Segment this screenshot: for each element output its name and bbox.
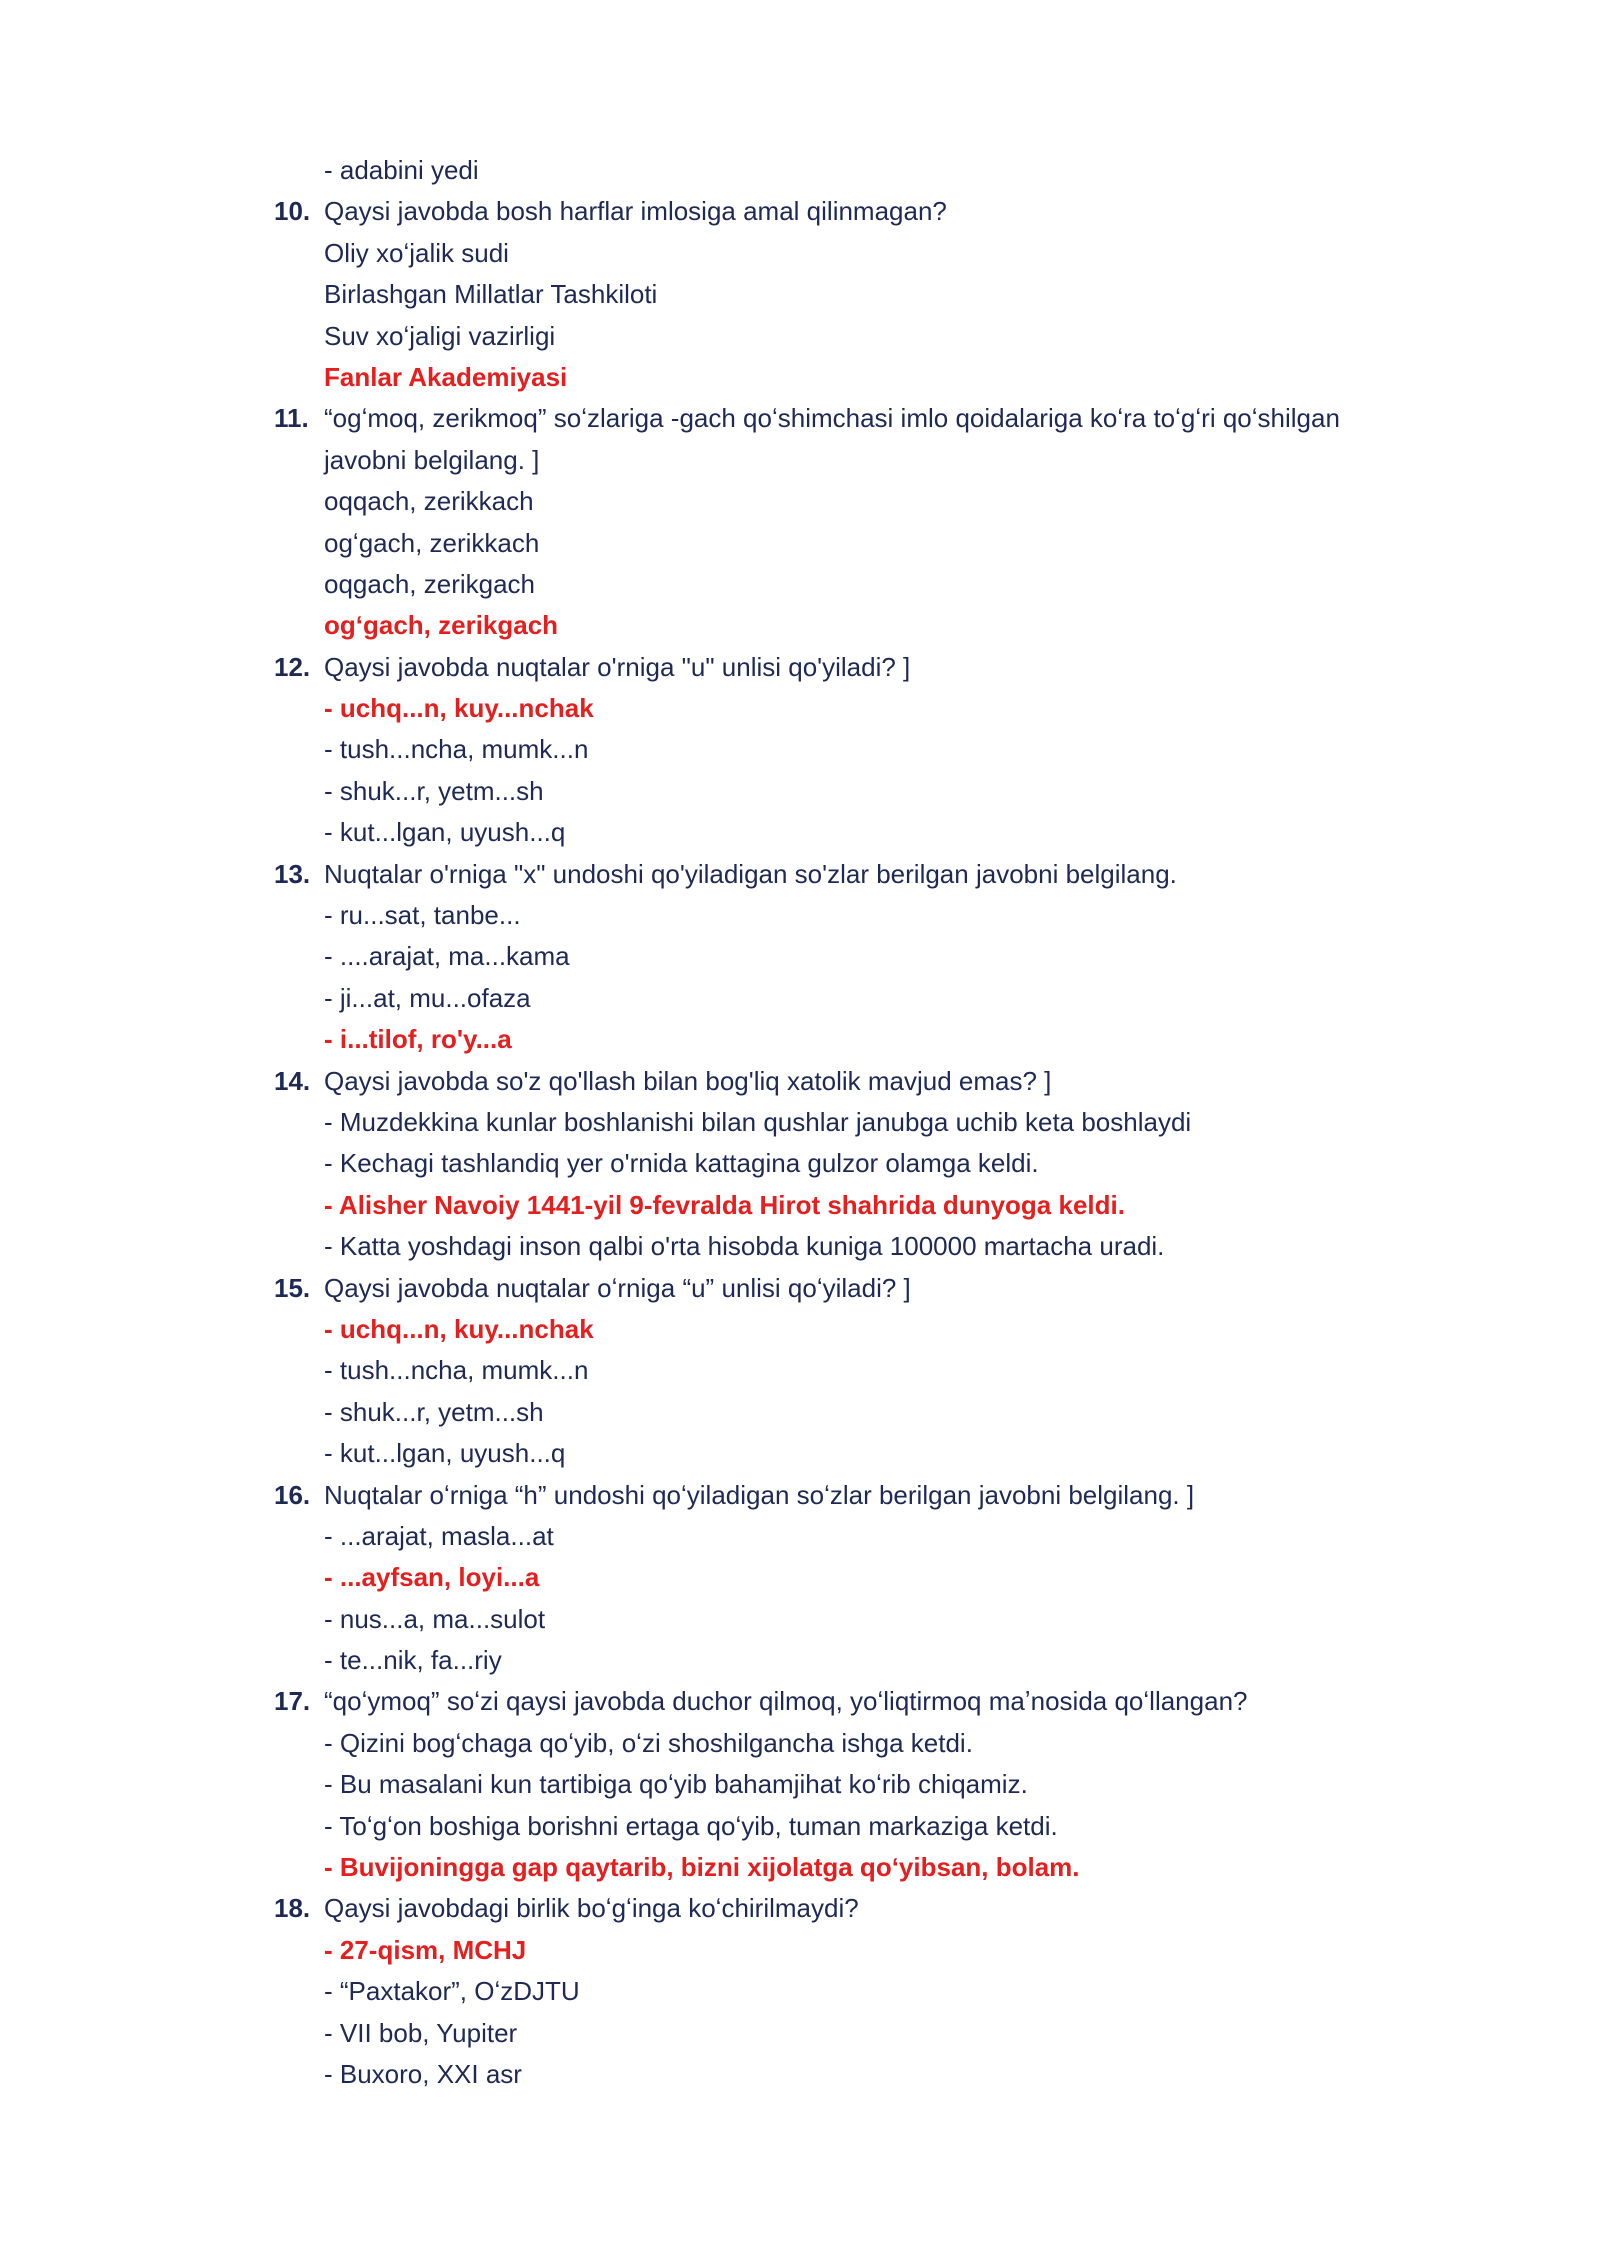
answer-text: - Toʻgʻon boshiga borishni ertaga qoʻyib, tuman markaziga ketdi. <box>324 1810 1058 1841</box>
question-line <box>274 854 1534 895</box>
answer-line <box>274 150 1534 191</box>
correct-answer-line <box>274 1557 1534 1598</box>
question-number: 17. <box>274 1686 311 1717</box>
question-line <box>274 1475 1534 1516</box>
answer-text: Birlashgan Millatlar Tashkiloti <box>324 279 658 310</box>
answer-line <box>274 233 1534 274</box>
answer-text: - kut...lgan, uyush...q <box>324 1438 566 1469</box>
question-line <box>274 1888 1534 1929</box>
answer-line <box>274 2054 1534 2095</box>
question-text: Qaysi javobda nuqtalar o'rniga "u" unlisi qo'yiladi? ] <box>324 651 911 682</box>
question-text: Qaysi javobda so'z qo'llash bilan bog'liq xatolik mavjud emas? ] <box>324 1065 1052 1096</box>
answer-line <box>274 812 1534 853</box>
answer-text: - i...tilof, ro'y...a <box>324 1024 512 1055</box>
answer-text: - adabini yedi <box>324 155 479 185</box>
question-number: 14. <box>274 1065 311 1096</box>
question-number: 15. <box>274 1272 311 1303</box>
answer-text: oqgach, zerikgach <box>324 568 536 599</box>
answer-text: - Qizini bogʻchaga qoʻyib, oʻzi shoshilgancha ishga ketdi. <box>324 1727 973 1758</box>
answer-line <box>274 2013 1534 2054</box>
answer-line <box>274 1226 1534 1267</box>
answer-text: oqqach, zerikkach <box>324 486 534 517</box>
answer-line <box>274 1392 1534 1433</box>
correct-answer-line <box>274 688 1534 729</box>
answer-text: - te...nik, fa...riy <box>324 1645 502 1676</box>
answer-text: - ...ayfsan, loyi...a <box>324 1562 540 1593</box>
answer-text: - tush...ncha, mumk...n <box>324 734 589 765</box>
answer-text: - ru...sat, tanbe... <box>324 900 521 931</box>
answer-line <box>274 1599 1534 1640</box>
answer-text: - tush...ncha, mumk...n <box>324 1355 589 1386</box>
correct-answer-line <box>274 1185 1534 1226</box>
answer-line <box>274 1723 1534 1764</box>
question-text: Qaysi javobda nuqtalar oʻrniga “u” unlisi qoʻyiladi? ] <box>324 1272 911 1303</box>
answer-line <box>274 523 1534 564</box>
answer-line <box>274 1102 1534 1143</box>
answer-line <box>274 1764 1534 1805</box>
answer-text: - uchq...n, kuy...nchak <box>324 1313 594 1344</box>
question-line <box>274 647 1534 688</box>
answer-text: - ...arajat, masla...at <box>324 1520 554 1551</box>
question-number: 12. <box>274 651 311 682</box>
correct-answer-line <box>274 357 1534 398</box>
answer-text: - Muzdekkina kunlar boshlanishi bilan qushlar janubga uchib keta boshlaydi <box>324 1106 1192 1137</box>
answer-text: - VII bob, Yupiter <box>324 2017 518 2048</box>
answer-text: - Kechagi tashlandiq yer o'rnida kattagina gulzor olamga keldi. <box>324 1148 1039 1179</box>
question-number: 11. <box>274 403 309 434</box>
answer-text: - Buvijoningga gap qaytarib, bizni xijolatga qoʻyibsan, bolam. <box>324 1852 1080 1883</box>
answer-line <box>274 729 1534 770</box>
answer-line <box>274 1806 1534 1847</box>
answer-text: - uchq...n, kuy...nchak <box>324 693 594 724</box>
answer-line <box>274 1516 1534 1557</box>
answer-text: - Buxoro, XXI asr <box>324 2058 522 2089</box>
question-line <box>274 191 1534 232</box>
answer-line <box>274 274 1534 315</box>
correct-answer-line <box>274 1019 1534 1060</box>
answer-line <box>274 1433 1534 1474</box>
answer-line <box>274 1143 1534 1184</box>
answer-text: - 27-qism, MCHJ <box>324 1934 527 1965</box>
question-line <box>274 1061 1534 1102</box>
correct-answer-line <box>274 1309 1534 1350</box>
answer-text: - ji...at, mu...ofaza <box>324 982 531 1013</box>
answer-text: Fanlar Akademiyasi <box>324 361 568 392</box>
answer-line <box>274 936 1534 977</box>
answer-text: - Bu masalani kun tartibiga qoʻyib bahamjihat koʻrib chiqamiz. <box>324 1769 1028 1800</box>
question-line <box>274 398 1534 439</box>
question-text: Qaysi javobda bosh harflar imlosiga amal qilinmagan? <box>324 196 947 227</box>
answer-text: - ....arajat, ma...kama <box>324 941 570 972</box>
answer-text: - shuk...r, yetm...sh <box>324 1396 544 1427</box>
answer-text: - kut...lgan, uyush...q <box>324 817 566 848</box>
answer-line <box>274 1971 1534 2012</box>
quiz-content <box>274 150 1534 2095</box>
answer-text: ogʻgach, zerikkach <box>324 527 540 558</box>
answer-text: Suv xoʻjaligi vazirligi <box>324 320 556 351</box>
answer-line <box>274 978 1534 1019</box>
answer-line <box>274 481 1534 522</box>
question-number: 10. <box>274 196 311 227</box>
question-text: Nuqtalar o'rniga "x" undoshi qo'yiladigan so'zlar berilgan javobni belgilang. <box>324 858 1177 889</box>
question-text: Nuqtalar oʻrniga “h” undoshi qoʻyiladigan soʻzlar berilgan javobni belgilang. ] <box>324 1479 1195 1510</box>
answer-text: - “Paxtakor”, OʻzDJTU <box>324 1976 580 2007</box>
answer-text: - nus...a, ma...sulot <box>324 1603 546 1634</box>
answer-text: - Katta yoshdagi inson qalbi o'rta hisobda kuniga 100000 martacha uradi. <box>324 1231 1165 1262</box>
answer-text: ogʻgach, zerikgach <box>324 610 559 641</box>
answer-line <box>274 771 1534 812</box>
correct-answer-line <box>274 605 1534 646</box>
question-number: 16. <box>274 1479 311 1510</box>
answer-line <box>274 316 1534 357</box>
answer-text: javobni belgilang. ] <box>324 444 540 475</box>
question-text: Qaysi javobdagi birlik boʻgʻinga koʻchirilmaydi? <box>324 1893 859 1924</box>
answer-line <box>274 440 1534 481</box>
question-text: “ogʻmoq, zerikmoq” soʻzlariga -gach qoʻshimchasi imlo qoidalariga koʻra toʻgʻri qoʻshilgan <box>324 403 1340 434</box>
answer-line <box>274 1350 1534 1391</box>
answer-line <box>274 1640 1534 1681</box>
correct-answer-line <box>274 1847 1534 1888</box>
question-number: 13. <box>274 858 311 889</box>
question-line <box>274 1681 1534 1722</box>
answer-line <box>274 895 1534 936</box>
answer-text: - shuk...r, yetm...sh <box>324 775 544 806</box>
question-number: 18. <box>274 1893 311 1924</box>
answer-text: Oliy xoʻjalik sudi <box>324 237 509 268</box>
correct-answer-line <box>274 1930 1534 1971</box>
answer-line <box>274 564 1534 605</box>
question-line <box>274 1268 1534 1309</box>
question-text: “qoʻymoq” soʻzi qaysi javobda duchor qilmoq, yoʻliqtirmoq maʼnosida qoʻllangan? <box>324 1686 1248 1717</box>
answer-text: - Alisher Navoiy 1441-yil 9-fevralda Hirot shahrida dunyoga keldi. <box>324 1189 1125 1220</box>
